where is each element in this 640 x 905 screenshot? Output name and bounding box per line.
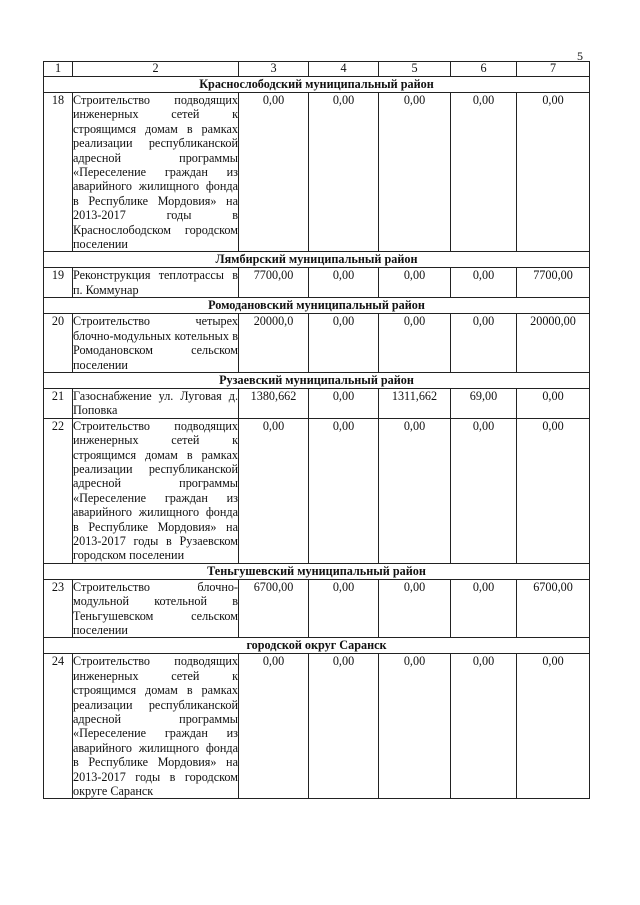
header-cell: 5 [379, 62, 451, 77]
section-title: городской округ Саранск [44, 638, 590, 654]
section-row [44, 563, 590, 579]
table-row [44, 314, 590, 373]
data-table [43, 61, 590, 799]
row-number: 24 [44, 654, 73, 799]
row-name: Строительство блочно-модульной котельной в Теньгушевском сельском поселении [73, 579, 238, 637]
value-cell: 0,00 [309, 418, 379, 563]
value-cell: 0,00 [451, 93, 517, 252]
row-number: 20 [44, 314, 73, 373]
header-cell: 6 [451, 62, 517, 77]
section-row [44, 252, 590, 268]
value-cell: 6700,00 [239, 579, 309, 638]
row-name: Строительство подводящих инженерных сетей к строящимся домам в рамках реализации республиканской адресной программы «Переселение граждан из аварийного жилищного фонда в Республике Мордовия» на 2013-2017 годы в Краснослободском городском поселении [73, 93, 238, 252]
value-cell: 0,00 [309, 268, 379, 298]
section-row [44, 638, 590, 654]
value-cell: 0,00 [309, 579, 379, 638]
table-row [44, 93, 590, 252]
header-row [44, 62, 590, 77]
value-cell: 0,00 [309, 654, 379, 799]
table-row [44, 654, 590, 799]
value-cell: 0,00 [379, 314, 451, 373]
value-cell: 0,00 [309, 314, 379, 373]
header-cell: 7 [517, 62, 590, 77]
value-cell: 0,00 [517, 93, 590, 252]
page-number: 5 [577, 49, 583, 63]
table-row [44, 418, 590, 563]
row-number: 19 [44, 268, 73, 298]
section-title: Краснослободский муниципальный район [44, 77, 590, 93]
value-cell: 0,00 [517, 418, 590, 563]
value-cell: 0,00 [451, 654, 517, 799]
value-cell: 0,00 [451, 418, 517, 563]
value-cell: 0,00 [309, 388, 379, 418]
value-cell: 1380,662 [239, 388, 309, 418]
value-cell: 0,00 [379, 579, 451, 638]
value-cell: 0,00 [239, 93, 309, 252]
row-number: 21 [44, 388, 73, 418]
section-row [44, 298, 590, 314]
value-cell: 69,00 [451, 388, 517, 418]
row-name: Строительство подводящих инженерных сетей к строящимся домам в рамках реализации республиканской адресной программы «Переселение граждан из аварийного жилищного фонда в Республике Мордовия» на 2013-2017 годы в городском округе Саранск [73, 654, 238, 799]
section-title: Рузаевский муниципальный район [44, 372, 590, 388]
value-cell: 6700,00 [517, 579, 590, 638]
row-number: 18 [44, 93, 73, 252]
value-cell: 0,00 [451, 579, 517, 638]
value-cell: 0,00 [451, 268, 517, 298]
section-row [44, 372, 590, 388]
section-title: Лямбирский муниципальный район [44, 252, 590, 268]
value-cell: 20000,0 [239, 314, 309, 373]
section-title: Ромодановский муниципальный район [44, 298, 590, 314]
row-name: Реконструкция теплотрассы в п. Коммунар [73, 268, 238, 297]
header-cell: 2 [73, 62, 239, 77]
section-title: Теньгушевский муниципальный район [44, 563, 590, 579]
value-cell: 0,00 [517, 654, 590, 799]
table-row [44, 579, 590, 638]
header-cell: 4 [309, 62, 379, 77]
row-name: Газоснабжение ул. Луговая д. Поповка [73, 388, 238, 418]
header-cell: 3 [239, 62, 309, 77]
value-cell: 0,00 [379, 418, 451, 563]
value-cell: 0,00 [517, 388, 590, 418]
row-name: Строительство подводящих инженерных сетей к строящимся домам в рамках реализации республиканской адресной программы «Переселение граждан из аварийного жилищного фонда в Республике Мордовия» на 2013-2017 годы в Рузаевском городском поселении [73, 418, 238, 563]
header-cell: 1 [44, 62, 73, 77]
row-number: 23 [44, 579, 73, 638]
value-cell: 0,00 [379, 93, 451, 252]
row-number: 22 [44, 418, 73, 563]
value-cell: 0,00 [309, 93, 379, 252]
value-cell: 1311,662 [379, 388, 451, 418]
value-cell: 0,00 [379, 654, 451, 799]
value-cell: 0,00 [379, 268, 451, 298]
table-row [44, 388, 590, 418]
value-cell: 20000,00 [517, 314, 590, 373]
value-cell: 7700,00 [239, 268, 309, 298]
table-row [44, 268, 590, 298]
value-cell: 0,00 [239, 418, 309, 563]
row-name: Строительство четырех блочно-модульных котельных в Ромодановском сельском поселении [73, 314, 238, 372]
value-cell: 7700,00 [517, 268, 590, 298]
section-row [44, 77, 590, 93]
value-cell: 0,00 [451, 314, 517, 373]
value-cell: 0,00 [239, 654, 309, 799]
